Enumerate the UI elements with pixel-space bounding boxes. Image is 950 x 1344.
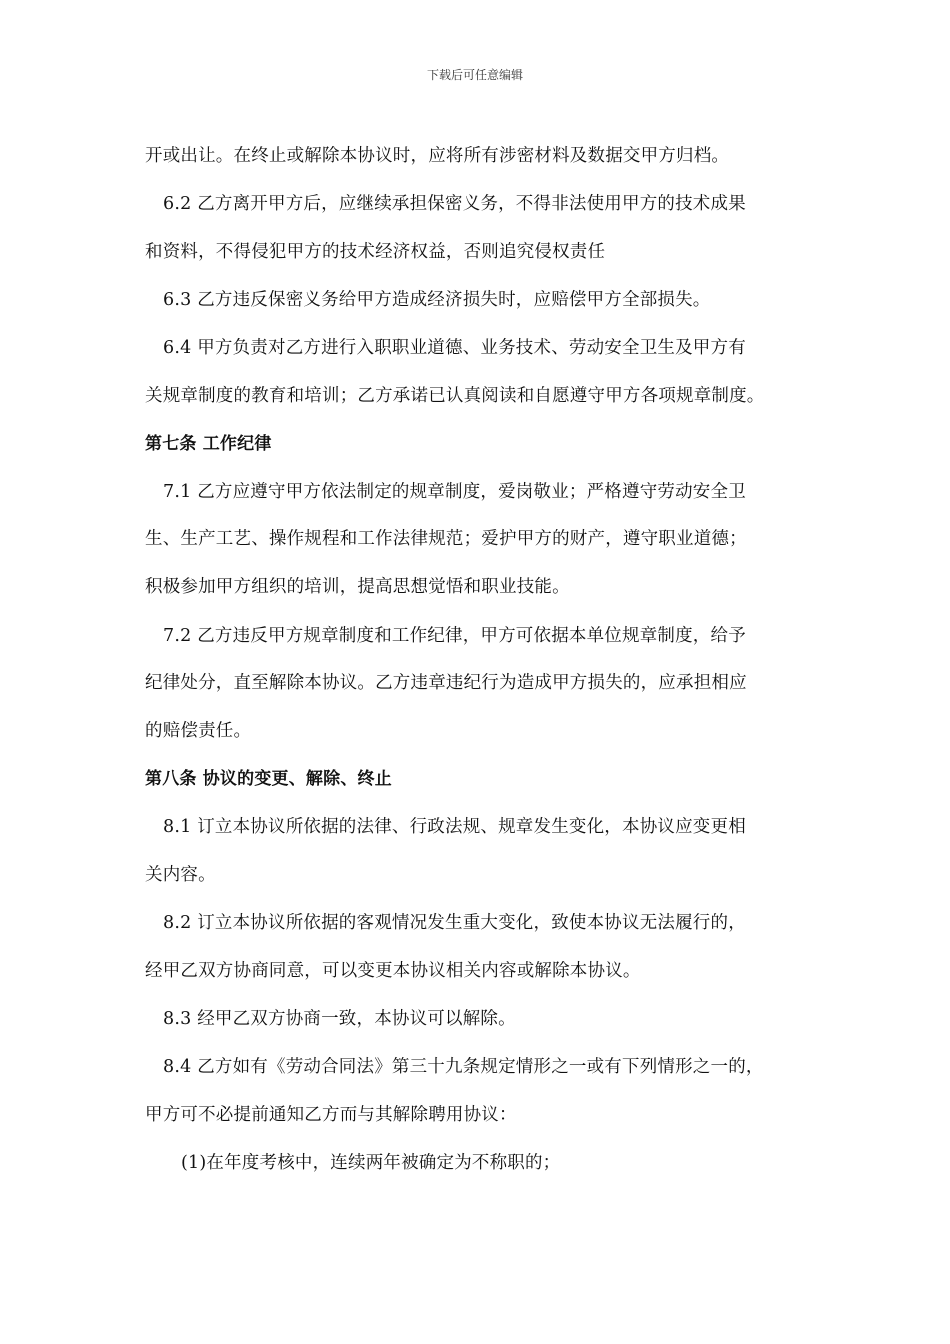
header-note: 下载后可任意编辑 [426,68,523,82]
paragraph-line: 生、生产工艺、操作规程和工作法律规范；爱护甲方的财产，遵守职业道德； [145,529,747,549]
paragraph-line: 6.2 乙方离开甲方后，应继续承担保密义务，不得非法使用甲方的技术成果 [163,194,746,214]
paragraph-line: 甲方可不必提前通知乙方而与其解除聘用协议： [145,1105,517,1125]
paragraph-line: 6.4 甲方负责对乙方进行入职职业道德、业务技术、劳动安全卫生及甲方有 [163,338,746,358]
list-item: (1)在年度考核中，连续两年被确定为不称职的； [181,1153,561,1173]
paragraph-line: 积极参加甲方组织的培训，提高思想觉悟和职业技能。 [145,577,570,597]
paragraph-line: 8.4 乙方如有《劳动合同法》第三十九条规定情形之一或有下列情形之一的， [163,1057,764,1077]
paragraph-line: 7.1 乙方应遵守甲方依法制定的规章制度，爱岗敬业；严格遵守劳动安全卫 [163,482,746,502]
paragraph-line: 和资料，不得侵犯甲方的技术经济权益，否则追究侵权责任 [145,242,606,262]
paragraph-line: 纪律处分，直至解除本协议。乙方违章违纪行为造成甲方损失的，应承担相应 [145,673,747,693]
paragraph-line: 8.2 订立本协议所依据的客观情况发生重大变化，致使本协议无法履行的， [163,913,746,933]
paragraph-line: 8.1 订立本协议所依据的法律、行政法规、规章发生变化，本协议应变更相 [163,817,746,837]
paragraph-line: 6.3 乙方违反保密义务给甲方造成经济损失时，应赔偿甲方全部损失。 [163,290,711,310]
paragraph-line: 的赔偿责任。 [145,721,252,741]
paragraph-line: 关内容。 [145,865,216,885]
section-heading: 第八条 协议的变更、解除、终止 [145,769,392,789]
section-heading: 第七条 工作纪律 [145,434,272,454]
paragraph-line: 关规章制度的教育和培训；乙方承诺已认真阅读和自愿遵守甲方各项规章制度。 [145,386,765,406]
paragraph-line: 经甲乙双方协商同意，可以变更本协议相关内容或解除本协议。 [145,961,641,981]
paragraph-line: 7.2 乙方违反甲方规章制度和工作纪律，甲方可依据本单位规章制度，给予 [163,626,746,646]
paragraph-line: 8.3 经甲乙双方协商一致，本协议可以解除。 [163,1009,516,1029]
paragraph-line: 开或出让。在终止或解除本协议时，应将所有涉密材料及数据交甲方归档。 [145,146,730,166]
